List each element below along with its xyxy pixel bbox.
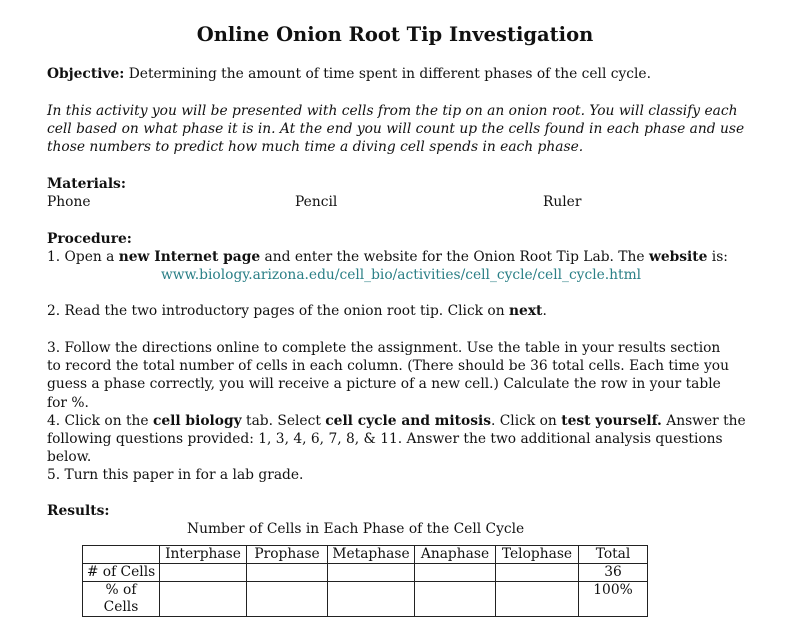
table-row-count: [83, 564, 648, 582]
row-label-percent: % of Cells: [83, 582, 160, 617]
header-prophase: Prophase: [247, 546, 328, 564]
material-phone: Phone: [47, 194, 91, 211]
header-telophase: Telophase: [496, 546, 579, 564]
results-table: [82, 545, 648, 617]
cell-count-metaphase[interactable]: [328, 564, 415, 582]
materials-list: [47, 193, 767, 211]
procedure-label: Procedure:: [47, 231, 132, 247]
procedure-step-5: 5. Turn this paper in for a lab grade.: [47, 467, 304, 483]
header-empty: [83, 546, 160, 564]
cell-percent-total: 100%: [579, 582, 648, 617]
objective-paragraph: [47, 65, 767, 83]
table-row-percent: [83, 582, 648, 617]
cell-percent-interphase[interactable]: [160, 582, 247, 617]
cell-count-interphase[interactable]: [160, 564, 247, 582]
cell-count-prophase[interactable]: [247, 564, 328, 582]
cell-percent-anaphase[interactable]: [415, 582, 496, 617]
procedure-step-2: 2. Read the two introductory pages of the onion root tip. Click on next.: [47, 303, 547, 319]
results-label: Results:: [47, 503, 110, 519]
cell-count-anaphase[interactable]: [415, 564, 496, 582]
row-label-count: # of Cells: [83, 564, 160, 582]
cell-percent-telophase[interactable]: [496, 582, 579, 617]
table-header-row: [83, 546, 648, 564]
materials-label: Materials:: [47, 176, 126, 192]
material-ruler: Ruler: [543, 194, 582, 211]
objective-label: Objective:: [47, 66, 125, 82]
intro-paragraph: In this activity you will be presented with cells from the tip on an onion root. You will classify each cell based on what phase it is in. At the end you will count up the cells found in each phase and use those numbers to predict how much time a diving cell spends in each phase.: [47, 103, 745, 156]
material-pencil: Pencil: [295, 194, 338, 211]
cell-count-total: 36: [579, 564, 648, 582]
website-url-line: [161, 266, 761, 284]
website-link[interactable]: www.biology.arizona.edu/cell_bio/activities/cell_cycle/cell_cycle.html: [161, 267, 642, 283]
materials-section: [47, 175, 767, 211]
page-title: Online Onion Root Tip Investigation: [196, 23, 594, 46]
procedure-step-1: 1. Open a new Internet page and enter the website for the Onion Root Tip Lab. The website is:: [47, 249, 728, 265]
header-metaphase: Metaphase: [328, 546, 415, 564]
objective-text: Determining the amount of time spent in different phases of the cell cycle.: [124, 66, 651, 82]
table-caption: Number of Cells in Each Phase of the Cell Cycle: [187, 521, 525, 537]
cell-count-telophase[interactable]: [496, 564, 579, 582]
header-interphase: Interphase: [160, 546, 247, 564]
procedure-step-3: 3. Follow the directions online to complete the assignment. Use the table in your results section to record the total number of cells in each column. (There should be 36 total cells. Each time you guess a phase correctly, you will receive a picture of a new cell.) Calculate the row in your table for %.: [47, 340, 729, 411]
cell-percent-prophase[interactable]: [247, 582, 328, 617]
header-anaphase: Anaphase: [415, 546, 496, 564]
procedure-step-4: 4. Click on the cell biology tab. Select cell cycle and mitosis. Click on test yourself. Answer the following questions provided: 1, 3, 4, 6, 7, 8, & 11. Answer the two additional analysis questions below.: [47, 413, 746, 466]
cell-percent-metaphase[interactable]: [328, 582, 415, 617]
header-total: Total: [579, 546, 648, 564]
